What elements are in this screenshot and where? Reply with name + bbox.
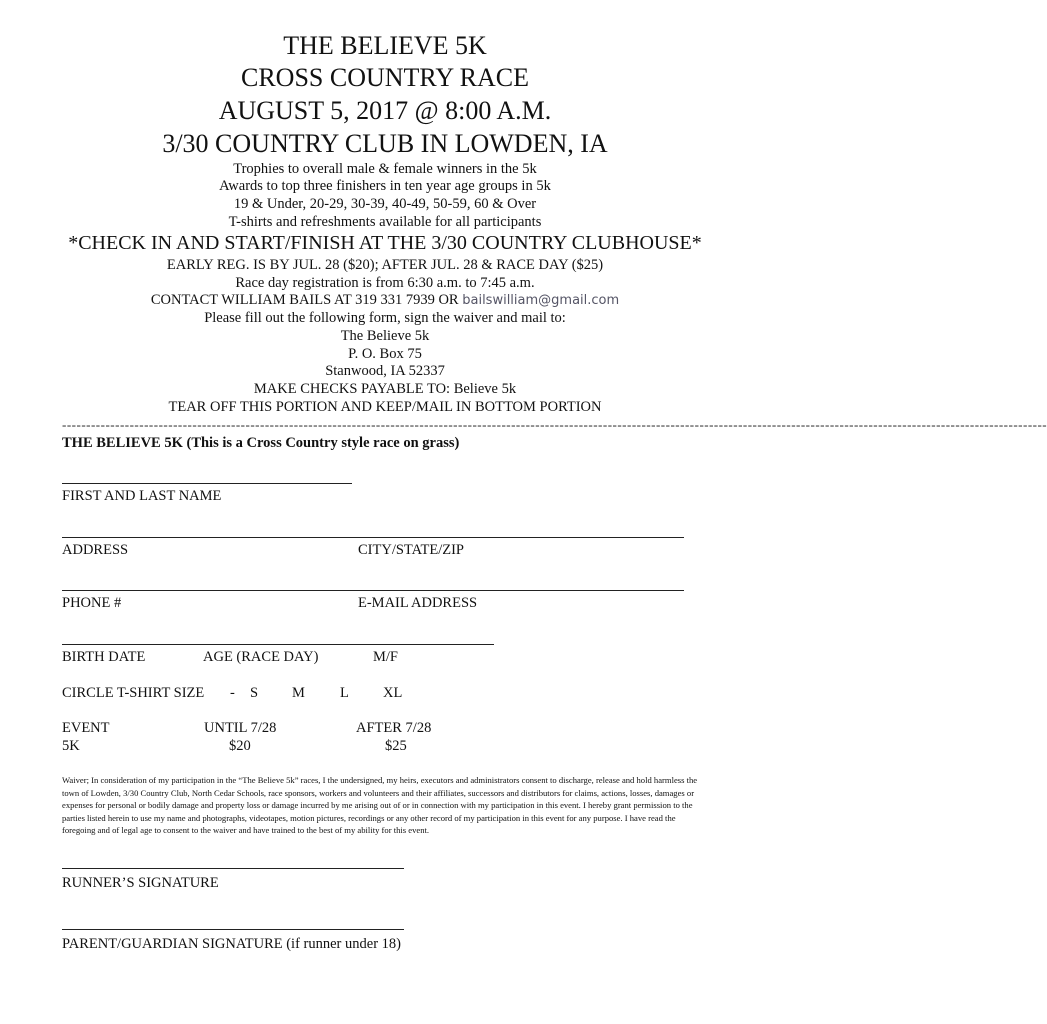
after-header: AFTER 7/28 <box>356 720 432 736</box>
mailing-address-box: P. O. Box 75 <box>348 346 422 362</box>
tshirt-size-l[interactable]: L <box>340 685 349 701</box>
info-race-day-registration: Race day registration is from 6:30 a.m. to 7:45 a.m. <box>235 275 535 291</box>
phone-label: PHONE # <box>62 595 122 611</box>
tshirt-size-s[interactable]: S <box>250 685 259 701</box>
tear-off-line: ------------------------------------------------------------------------------------------------------------------------------------------------------------------------------------------------------------ <box>62 417 1047 432</box>
title-event-name: THE BELIEVE 5K <box>283 31 487 60</box>
title-location: 3/30 COUNTRY CLUB IN LOWDEN, IA <box>162 129 608 158</box>
birth-date-label: BIRTH DATE <box>62 649 146 665</box>
guardian-signature-line[interactable] <box>62 929 404 930</box>
contact-text: CONTACT WILLIAM BAILS AT 319 331 7939 OR <box>150 292 459 308</box>
contact-email-link[interactable]: bailswilliam@gmail.com <box>462 293 620 308</box>
info-registration-fees: EARLY REG. IS BY JUL. 28 ($20); AFTER JUL. 28 & RACE DAY ($25) <box>166 257 604 273</box>
price-early: $20 <box>229 738 251 754</box>
tshirt-size-m[interactable]: M <box>292 685 305 701</box>
price-late: $25 <box>385 738 407 754</box>
event-name-5k: 5K <box>62 738 80 754</box>
tshirt-size-xl[interactable]: XL <box>383 685 403 701</box>
city-state-zip-label: CITY/STATE/ZIP <box>358 542 464 558</box>
guardian-signature-label: PARENT/GUARDIAN SIGNATURE (if runner under 18) <box>62 936 401 952</box>
info-trophies: Trophies to overall male & female winners in the 5k <box>233 161 537 177</box>
name-field-line[interactable] <box>62 483 352 484</box>
info-tshirts: T-shirts and refreshments available for all participants <box>228 214 542 230</box>
mailing-address-name: The Believe 5k <box>340 328 430 344</box>
info-mail-instructions: Please fill out the following form, sign the waiver and mail to: <box>204 310 566 326</box>
info-age-groups: 19 & Under, 20-29, 30-39, 40-49, 50-59, 60 & Over <box>233 196 537 212</box>
checks-payable: MAKE CHECKS PAYABLE TO: Believe 5k <box>253 381 517 397</box>
birth-age-sex-field-line[interactable] <box>62 644 494 645</box>
tshirt-size-label: CIRCLE T-SHIRT SIZE <box>62 685 205 701</box>
info-check-in: *CHECK IN AND START/FINISH AT THE 3/30 COUNTRY CLUBHOUSE* <box>68 232 702 254</box>
age-race-day-label: AGE (RACE DAY) <box>203 649 319 665</box>
waiver-text: Waiver; In consideration of my participation in the “The Believe 5k” races, I the undersigned, my heirs, executors and administrators consent to discharge, release and hold harmless the town of Lowden, 3/30 Country Club, North Cedar Schools, race sponsors, workers and volunteers and their affiliates, successors and distributors for claims, actions, losses, damages or expenses for personal or bodily damage and property loss or damage incurred by me arising out of or in connection with my participation in this event. I hereby grant permission to the parties listed herein to use my name and photographs, videotapes, motion pictures, recordings or any other record of my participation in this event for any purpose. I have read the foregoing and of legal age to consent to the waiver and have trained to the best of my ability for this event. <box>62 775 698 835</box>
runner-signature-label: RUNNER’S SIGNATURE <box>62 875 219 891</box>
tear-off-instructions: TEAR OFF THIS PORTION AND KEEP/MAIL IN BOTTOM PORTION <box>168 399 602 415</box>
title-race-type: CROSS COUNTRY RACE <box>241 63 529 92</box>
runner-signature-line[interactable] <box>62 868 404 869</box>
info-awards: Awards to top three finishers in ten year age groups in 5k <box>219 178 551 194</box>
address-label: ADDRESS <box>62 542 129 558</box>
address-field-line[interactable] <box>62 537 684 538</box>
info-contact <box>0 291 770 310</box>
tshirt-dash: - <box>230 685 235 701</box>
mailing-address-city: Stanwood, IA 52337 <box>325 363 445 379</box>
phone-email-field-line[interactable] <box>62 590 684 591</box>
event-header: EVENT <box>62 720 110 736</box>
title-date-time: AUGUST 5, 2017 @ 8:00 A.M. <box>218 96 552 125</box>
name-label: FIRST AND LAST NAME <box>62 488 222 504</box>
email-label: E-MAIL ADDRESS <box>358 595 478 611</box>
sex-label: M/F <box>373 649 398 665</box>
until-header: UNTIL 7/28 <box>204 720 277 736</box>
form-heading: THE BELIEVE 5K (This is a Cross Country style race on grass) <box>62 435 460 451</box>
